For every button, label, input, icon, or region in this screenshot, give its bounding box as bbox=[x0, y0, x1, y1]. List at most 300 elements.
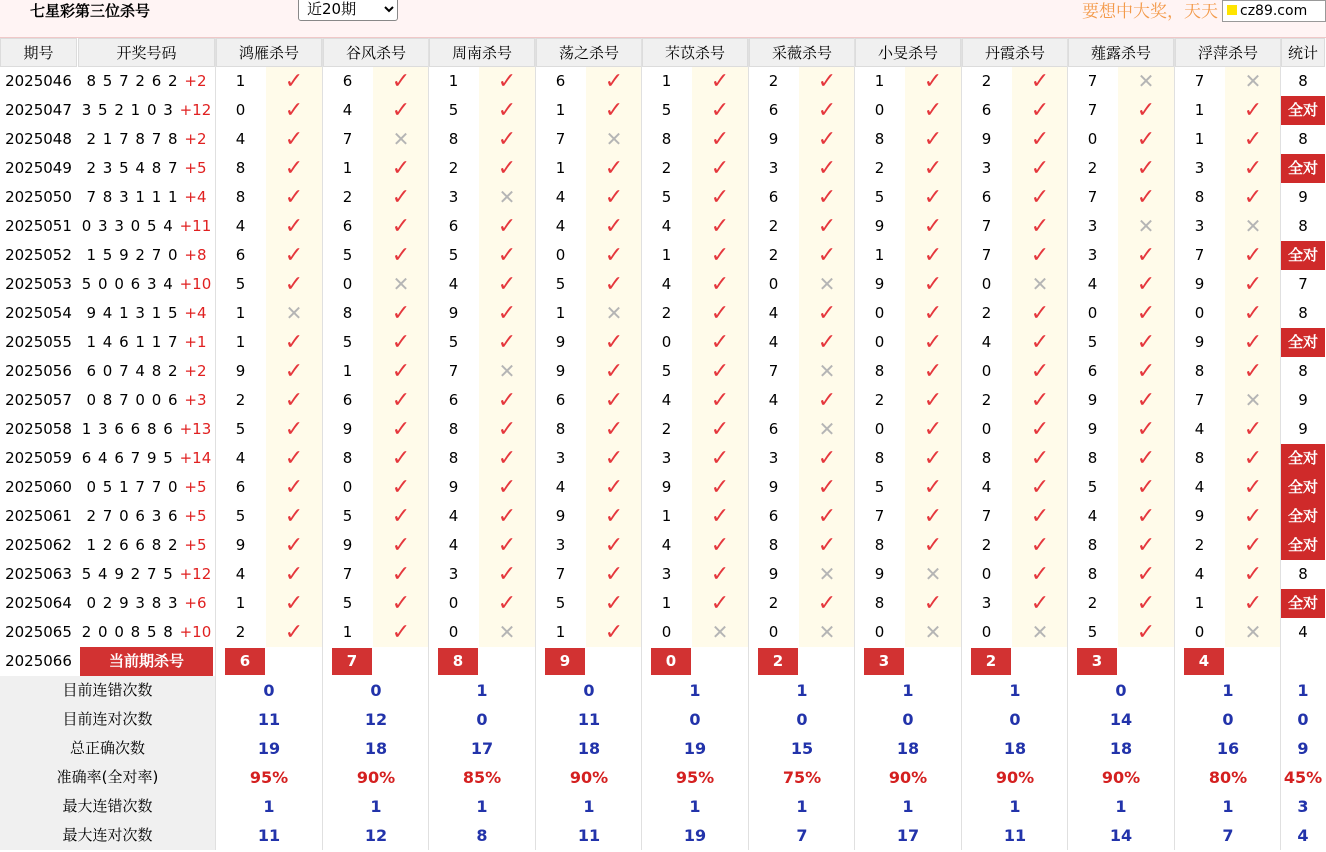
check-icon: ✓ bbox=[373, 67, 429, 96]
check-icon: ✓ bbox=[905, 357, 961, 386]
check-icon: ✓ bbox=[586, 531, 642, 560]
check-icon: ✓ bbox=[1225, 357, 1281, 386]
kill-number-cell: 2 bbox=[1068, 589, 1117, 618]
kill-number-cell: 0 bbox=[855, 618, 904, 647]
check-icon: ✓ bbox=[1118, 270, 1174, 299]
check-icon: ✓ bbox=[799, 241, 855, 270]
check-icon: ✓ bbox=[373, 531, 429, 560]
check-icon: ✓ bbox=[373, 589, 429, 618]
kill-number-cell: 8 bbox=[429, 444, 478, 473]
cross-icon: ✕ bbox=[586, 299, 642, 328]
cross-icon: ✕ bbox=[479, 357, 535, 386]
kill-number-cell: 5 bbox=[323, 241, 372, 270]
check-icon: ✓ bbox=[692, 154, 748, 183]
cross-icon: ✕ bbox=[479, 618, 535, 647]
check-icon: ✓ bbox=[799, 154, 855, 183]
stats-value: 90% bbox=[888, 768, 928, 787]
kill-number-cell: 5 bbox=[536, 589, 585, 618]
check-icon: ✓ bbox=[1225, 241, 1281, 270]
kill-number-cell: 0 bbox=[855, 96, 904, 125]
table-row bbox=[0, 531, 1326, 560]
grid-separator bbox=[215, 38, 216, 850]
kill-number-cell: 4 bbox=[216, 212, 265, 241]
period-cell: 2025062 bbox=[5, 536, 72, 554]
check-icon: ✓ bbox=[266, 560, 322, 589]
kill-number-cell: 0 bbox=[536, 241, 585, 270]
kill-number-cell: 8 bbox=[1068, 444, 1117, 473]
kill-number-cell: 5 bbox=[216, 415, 265, 444]
kill-number-cell: 2 bbox=[749, 67, 798, 96]
kill-number-cell: 5 bbox=[1068, 618, 1117, 647]
draw-digits: 0 8 7 0 0 6 bbox=[86, 391, 185, 409]
check-icon: ✓ bbox=[373, 96, 429, 125]
period-cell: 2025065 bbox=[5, 623, 72, 641]
check-icon: ✓ bbox=[1012, 473, 1068, 502]
period-cell: 2025053 bbox=[5, 275, 72, 293]
check-icon: ✓ bbox=[692, 241, 748, 270]
check-icon: ✓ bbox=[905, 96, 961, 125]
check-icon: ✓ bbox=[373, 444, 429, 473]
period-cell: 2025063 bbox=[5, 565, 72, 583]
kill-number-cell: 9 bbox=[962, 125, 1011, 154]
stats-value: 1 bbox=[1222, 681, 1234, 700]
kill-number-cell: 3 bbox=[536, 444, 585, 473]
stats-value: 12 bbox=[364, 826, 388, 845]
kill-number-cell: 3 bbox=[962, 589, 1011, 618]
kill-number-cell: 8 bbox=[323, 444, 372, 473]
kill-number-cell: 2 bbox=[855, 154, 904, 183]
kill-number-cell: 8 bbox=[323, 299, 372, 328]
table-row bbox=[0, 241, 1326, 270]
check-icon: ✓ bbox=[586, 241, 642, 270]
check-icon: ✓ bbox=[692, 473, 748, 502]
cross-icon: ✕ bbox=[905, 560, 961, 589]
draw-bonus: +14 bbox=[179, 449, 212, 467]
draw-number-cell bbox=[78, 183, 215, 212]
kill-number-cell: 7 bbox=[323, 560, 372, 589]
kill-number-cell: 4 bbox=[642, 386, 691, 415]
stats-row bbox=[0, 763, 1326, 792]
kill-number-cell: 4 bbox=[962, 328, 1011, 357]
cross-icon: ✕ bbox=[1225, 618, 1281, 647]
kill-number-cell: 5 bbox=[1068, 328, 1117, 357]
check-icon: ✓ bbox=[586, 154, 642, 183]
current-kill-number: 3 bbox=[1077, 648, 1117, 675]
check-icon: ✓ bbox=[1012, 299, 1068, 328]
kill-number-cell: 4 bbox=[749, 299, 798, 328]
stats-value: 0 bbox=[1115, 681, 1127, 700]
current-kill-number: 2 bbox=[758, 648, 798, 675]
check-icon: ✓ bbox=[692, 357, 748, 386]
kill-number-cell: 8 bbox=[855, 444, 904, 473]
stats-value: 12 bbox=[364, 710, 388, 729]
kill-number-cell: 9 bbox=[216, 357, 265, 386]
check-icon: ✓ bbox=[1118, 531, 1174, 560]
cross-icon: ✕ bbox=[1118, 67, 1174, 96]
check-icon: ✓ bbox=[266, 618, 322, 647]
check-icon: ✓ bbox=[799, 502, 855, 531]
check-icon: ✓ bbox=[905, 386, 961, 415]
draw-digits: 5 0 0 6 3 4 bbox=[81, 275, 180, 293]
stats-value: 1 bbox=[1115, 797, 1127, 816]
kill-number-cell: 0 bbox=[855, 415, 904, 444]
kill-number-cell: 8 bbox=[1175, 444, 1224, 473]
check-icon: ✓ bbox=[479, 531, 535, 560]
kill-number-cell: 9 bbox=[855, 212, 904, 241]
draw-number-cell bbox=[78, 154, 215, 183]
check-icon: ✓ bbox=[905, 589, 961, 618]
logo-dot-icon bbox=[1227, 5, 1237, 15]
kill-number-cell: 4 bbox=[1068, 502, 1117, 531]
check-icon: ✓ bbox=[1225, 154, 1281, 183]
kill-number-cell: 2 bbox=[749, 212, 798, 241]
current-kill-number: 6 bbox=[225, 648, 265, 675]
check-icon: ✓ bbox=[479, 96, 535, 125]
kill-number-cell: 4 bbox=[1068, 270, 1117, 299]
kill-number-cell: 5 bbox=[429, 96, 478, 125]
check-icon: ✓ bbox=[799, 67, 855, 96]
check-icon: ✓ bbox=[479, 386, 535, 415]
kill-number-cell: 3 bbox=[429, 560, 478, 589]
stats-total: 0 bbox=[1297, 710, 1309, 729]
kill-number-cell: 7 bbox=[536, 125, 585, 154]
stats-value: 7 bbox=[796, 826, 808, 845]
stat-cell: 8 bbox=[1298, 217, 1308, 235]
kill-number-cell: 3 bbox=[1068, 241, 1117, 270]
draw-bonus: +12 bbox=[179, 101, 212, 119]
header-expert-7: 丹霞杀号 bbox=[962, 38, 1068, 67]
check-icon: ✓ bbox=[692, 299, 748, 328]
stats-row bbox=[0, 821, 1326, 850]
draw-number-cell bbox=[78, 473, 215, 502]
check-icon: ✓ bbox=[586, 328, 642, 357]
check-icon: ✓ bbox=[479, 270, 535, 299]
kill-number-cell: 6 bbox=[216, 241, 265, 270]
header-expert-4: 芣苡杀号 bbox=[642, 38, 748, 67]
check-icon: ✓ bbox=[479, 212, 535, 241]
draw-digits: 0 3 3 0 5 4 bbox=[81, 217, 180, 235]
kill-number-cell: 7 bbox=[962, 241, 1011, 270]
kill-number-cell: 9 bbox=[429, 473, 478, 502]
check-icon: ✓ bbox=[373, 241, 429, 270]
table-row bbox=[0, 328, 1326, 357]
stats-value: 0 bbox=[1222, 710, 1234, 729]
kill-number-cell: 3 bbox=[1068, 212, 1117, 241]
kill-number-cell: 7 bbox=[1175, 67, 1224, 96]
kill-number-cell: 5 bbox=[323, 502, 372, 531]
check-icon: ✓ bbox=[1225, 560, 1281, 589]
grid-separator bbox=[322, 38, 323, 850]
draw-bonus: +5 bbox=[184, 159, 207, 177]
check-icon: ✓ bbox=[1225, 531, 1281, 560]
current-period-cell: 2025066 bbox=[5, 652, 72, 670]
cross-icon: ✕ bbox=[479, 183, 535, 212]
kill-number-cell: 9 bbox=[1068, 386, 1117, 415]
check-icon: ✓ bbox=[799, 328, 855, 357]
stats-value: 0 bbox=[689, 710, 701, 729]
check-icon: ✓ bbox=[373, 502, 429, 531]
kill-number-cell: 8 bbox=[429, 415, 478, 444]
check-icon: ✓ bbox=[905, 125, 961, 154]
check-icon: ✓ bbox=[905, 299, 961, 328]
kill-number-cell: 1 bbox=[536, 154, 585, 183]
kill-number-cell: 8 bbox=[1068, 531, 1117, 560]
stats-value: 14 bbox=[1109, 710, 1133, 729]
cross-icon: ✕ bbox=[799, 560, 855, 589]
cross-icon: ✕ bbox=[1225, 212, 1281, 241]
stats-label: 目前连对次数 bbox=[0, 705, 215, 734]
kill-number-cell: 5 bbox=[323, 328, 372, 357]
table-row bbox=[0, 270, 1326, 299]
stats-value: 0 bbox=[1009, 710, 1021, 729]
check-icon: ✓ bbox=[692, 328, 748, 357]
period-cell: 2025060 bbox=[5, 478, 72, 496]
check-icon: ✓ bbox=[586, 386, 642, 415]
grid-separator bbox=[641, 38, 642, 850]
kill-number-cell: 7 bbox=[323, 125, 372, 154]
check-icon: ✓ bbox=[692, 212, 748, 241]
check-icon: ✓ bbox=[586, 96, 642, 125]
table-row bbox=[0, 96, 1326, 125]
check-icon: ✓ bbox=[799, 589, 855, 618]
kill-number-cell: 3 bbox=[642, 560, 691, 589]
kill-number-cell: 6 bbox=[749, 415, 798, 444]
check-icon: ✓ bbox=[1118, 299, 1174, 328]
stats-total: 9 bbox=[1297, 739, 1309, 758]
check-icon: ✓ bbox=[479, 241, 535, 270]
period-cell: 2025055 bbox=[5, 333, 72, 351]
period-cell: 2025061 bbox=[5, 507, 72, 525]
watermark-text: cz89.com bbox=[1240, 3, 1308, 19]
kill-number-cell: 8 bbox=[642, 125, 691, 154]
kill-number-cell: 2 bbox=[642, 154, 691, 183]
stats-label: 准确率(全对率) bbox=[0, 763, 215, 792]
kill-number-cell: 8 bbox=[855, 531, 904, 560]
kill-number-cell: 2 bbox=[323, 183, 372, 212]
check-icon: ✓ bbox=[692, 96, 748, 125]
stats-value: 1 bbox=[370, 797, 382, 816]
draw-number-cell bbox=[78, 299, 215, 328]
check-icon: ✓ bbox=[373, 473, 429, 502]
draw-bonus: +13 bbox=[179, 420, 212, 438]
kill-number-cell: 0 bbox=[323, 270, 372, 299]
kill-number-cell: 2 bbox=[1175, 531, 1224, 560]
check-icon: ✓ bbox=[1012, 444, 1068, 473]
check-icon: ✓ bbox=[266, 96, 322, 125]
kill-number-cell: 6 bbox=[216, 473, 265, 502]
stats-value: 0 bbox=[476, 710, 488, 729]
stats-value: 8 bbox=[476, 826, 488, 845]
kill-number-cell: 2 bbox=[429, 154, 478, 183]
check-icon: ✓ bbox=[266, 357, 322, 386]
current-kill-number: 0 bbox=[651, 648, 691, 675]
check-icon: ✓ bbox=[479, 299, 535, 328]
cross-icon: ✕ bbox=[799, 618, 855, 647]
stats-value: 19 bbox=[683, 739, 707, 758]
draw-bonus: +5 bbox=[184, 507, 207, 525]
kill-number-cell: 0 bbox=[749, 270, 798, 299]
kill-number-cell: 7 bbox=[749, 357, 798, 386]
cross-icon: ✕ bbox=[1012, 618, 1068, 647]
kill-number-cell: 5 bbox=[323, 589, 372, 618]
stat-cell: 9 bbox=[1298, 391, 1308, 409]
kill-number-cell: 0 bbox=[642, 328, 691, 357]
current-kill-number: 9 bbox=[545, 648, 585, 675]
check-icon: ✓ bbox=[1012, 328, 1068, 357]
kill-number-cell: 1 bbox=[323, 154, 372, 183]
check-icon: ✓ bbox=[266, 473, 322, 502]
cross-icon: ✕ bbox=[799, 357, 855, 386]
stats-value: 1 bbox=[476, 681, 488, 700]
kill-number-cell: 1 bbox=[216, 328, 265, 357]
kill-number-cell: 0 bbox=[962, 415, 1011, 444]
kill-number-cell: 3 bbox=[429, 183, 478, 212]
check-icon: ✓ bbox=[373, 386, 429, 415]
table-row bbox=[0, 560, 1326, 589]
check-icon: ✓ bbox=[373, 212, 429, 241]
cross-icon: ✕ bbox=[1225, 67, 1281, 96]
kill-number-cell: 9 bbox=[642, 473, 691, 502]
check-icon: ✓ bbox=[266, 212, 322, 241]
kill-number-cell: 7 bbox=[1175, 241, 1224, 270]
draw-digits: 6 0 7 4 8 2 bbox=[86, 362, 185, 380]
kill-number-cell: 6 bbox=[1068, 357, 1117, 386]
kill-number-cell: 8 bbox=[855, 125, 904, 154]
check-icon: ✓ bbox=[1012, 415, 1068, 444]
stats-value: 15 bbox=[790, 739, 814, 758]
period-select[interactable] bbox=[298, 0, 398, 21]
kill-number-cell: 7 bbox=[536, 560, 585, 589]
table-row bbox=[0, 154, 1326, 183]
kill-number-cell: 6 bbox=[536, 67, 585, 96]
kill-number-cell: 4 bbox=[536, 212, 585, 241]
check-icon: ✓ bbox=[586, 270, 642, 299]
draw-bonus: +5 bbox=[184, 536, 207, 554]
kill-number-cell: 7 bbox=[855, 502, 904, 531]
check-icon: ✓ bbox=[1012, 125, 1068, 154]
kill-number-cell: 9 bbox=[536, 357, 585, 386]
check-icon: ✓ bbox=[266, 154, 322, 183]
draw-bonus: +3 bbox=[184, 391, 207, 409]
check-icon: ✓ bbox=[905, 154, 961, 183]
table-row bbox=[0, 502, 1326, 531]
draw-digits: 2 0 0 8 5 8 bbox=[81, 623, 180, 641]
period-cell: 2025048 bbox=[5, 130, 72, 148]
check-icon: ✓ bbox=[1118, 328, 1174, 357]
draw-number-cell bbox=[78, 125, 215, 154]
table-row bbox=[0, 589, 1326, 618]
check-icon: ✓ bbox=[1012, 212, 1068, 241]
allright-badge: 全对 bbox=[1281, 531, 1325, 560]
period-cell: 2025054 bbox=[5, 304, 72, 322]
check-icon: ✓ bbox=[373, 154, 429, 183]
check-icon: ✓ bbox=[266, 328, 322, 357]
table-header-row bbox=[0, 38, 1326, 67]
kill-number-cell: 1 bbox=[323, 357, 372, 386]
draw-bonus: +2 bbox=[184, 362, 207, 380]
site-watermark bbox=[1222, 0, 1326, 22]
kill-number-cell: 5 bbox=[536, 270, 585, 299]
stats-row bbox=[0, 792, 1326, 821]
kill-number-cell: 0 bbox=[749, 618, 798, 647]
header-expert-5: 采薇杀号 bbox=[749, 38, 855, 67]
kill-number-cell: 2 bbox=[962, 531, 1011, 560]
kill-number-cell: 4 bbox=[642, 270, 691, 299]
draw-bonus: +6 bbox=[184, 594, 207, 612]
check-icon: ✓ bbox=[1225, 502, 1281, 531]
kill-number-cell: 9 bbox=[216, 531, 265, 560]
draw-number-cell bbox=[78, 415, 215, 444]
draw-digits: 1 3 6 6 8 6 bbox=[81, 420, 180, 438]
kill-number-cell: 2 bbox=[962, 386, 1011, 415]
check-icon: ✓ bbox=[692, 67, 748, 96]
stats-value: 11 bbox=[577, 826, 601, 845]
kill-number-cell: 8 bbox=[216, 154, 265, 183]
kill-number-cell: 3 bbox=[962, 154, 1011, 183]
draw-digits: 9 4 1 3 1 5 bbox=[86, 304, 185, 322]
kill-number-cell: 7 bbox=[1068, 183, 1117, 212]
cross-icon: ✕ bbox=[905, 618, 961, 647]
check-icon: ✓ bbox=[905, 415, 961, 444]
kill-number-cell: 2 bbox=[855, 386, 904, 415]
stats-label: 最大连错次数 bbox=[0, 792, 215, 821]
check-icon: ✓ bbox=[479, 415, 535, 444]
kill-number-cell: 1 bbox=[1175, 96, 1224, 125]
stats-value: 1 bbox=[1222, 797, 1234, 816]
stats-value: 80% bbox=[1208, 768, 1248, 787]
current-kill-number: 4 bbox=[1184, 648, 1224, 675]
kill-number-cell: 8 bbox=[749, 531, 798, 560]
check-icon: ✓ bbox=[905, 444, 961, 473]
stats-value: 90% bbox=[1101, 768, 1141, 787]
kill-number-cell: 4 bbox=[429, 502, 478, 531]
current-kill-number: 8 bbox=[438, 648, 478, 675]
draw-bonus: +8 bbox=[184, 246, 207, 264]
header-expert-9: 浮萍杀号 bbox=[1175, 38, 1281, 67]
kill-number-cell: 6 bbox=[323, 212, 372, 241]
check-icon: ✓ bbox=[586, 183, 642, 212]
draw-number-cell bbox=[78, 212, 215, 241]
table-row bbox=[0, 618, 1326, 647]
current-period-row bbox=[0, 647, 1326, 676]
table-row bbox=[0, 212, 1326, 241]
kill-number-cell: 3 bbox=[1175, 154, 1224, 183]
allright-badge: 全对 bbox=[1281, 589, 1325, 618]
check-icon: ✓ bbox=[586, 473, 642, 502]
check-icon: ✓ bbox=[479, 67, 535, 96]
stat-cell: 9 bbox=[1298, 188, 1308, 206]
check-icon: ✓ bbox=[1225, 299, 1281, 328]
stats-total: 4 bbox=[1297, 826, 1309, 845]
kill-number-cell: 9 bbox=[749, 125, 798, 154]
kill-number-cell: 4 bbox=[1175, 415, 1224, 444]
stats-value: 90% bbox=[995, 768, 1035, 787]
grid-separator bbox=[748, 38, 749, 850]
kill-number-cell: 6 bbox=[323, 67, 372, 96]
draw-number-cell bbox=[78, 589, 215, 618]
check-icon: ✓ bbox=[692, 444, 748, 473]
kill-number-cell: 3 bbox=[749, 154, 798, 183]
stats-value: 0 bbox=[796, 710, 808, 729]
header-expert-2: 周南杀号 bbox=[429, 38, 535, 67]
kill-number-cell: 9 bbox=[536, 328, 585, 357]
kill-number-cell: 8 bbox=[536, 415, 585, 444]
stats-value: 0 bbox=[583, 681, 595, 700]
check-icon: ✓ bbox=[799, 444, 855, 473]
check-icon: ✓ bbox=[266, 270, 322, 299]
cross-icon: ✕ bbox=[692, 618, 748, 647]
kill-number-cell: 1 bbox=[323, 618, 372, 647]
